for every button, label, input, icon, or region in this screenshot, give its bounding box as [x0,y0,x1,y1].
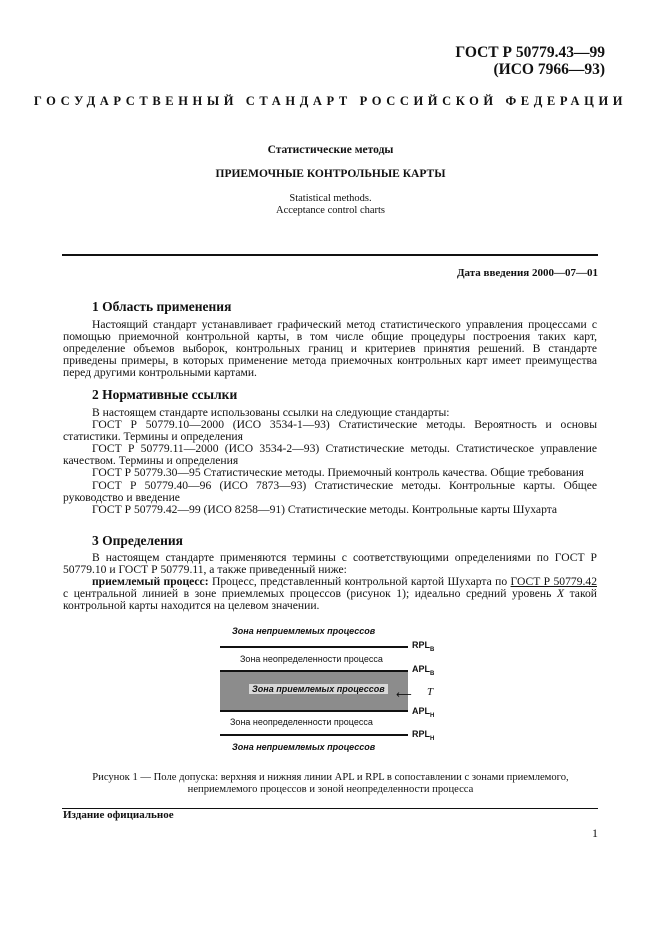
page-number: 1 [592,826,598,840]
zone-acceptable: Зона приемлемых процессов [249,684,388,694]
def-part-b: с центральной линией в зоне приемлемых процессов (рисунок 1); идеально средний уровень [63,587,557,601]
def-ref: ГОСТ Р 50779.42 [510,575,597,589]
rpl-lower-line [220,734,408,736]
rpl-upper-line [220,646,408,648]
figure-1 [0,620,661,765]
section-3-body [63,552,597,612]
apl-lower-line [220,710,408,712]
ref-item: ГОСТ Р 50779.40—96 (ИСО 7873—93) Статистические методы. Контрольные карты. Общее руководство и введение [63,478,597,504]
zone-indifference-lower: Зона неопределенности процесса [230,717,373,727]
zone-unacceptable-upper: Зона неприемлемых процессов [232,626,376,636]
def-part-a: Процесс, представленный контрольной картой Шухарта по [208,575,511,589]
title-divider [62,254,598,256]
section-2-heading: 2 Нормативные ссылки [92,387,238,402]
intro-date: Дата введения 2000—07—01 [456,267,598,279]
x-bar-symbol: $\overline{X}$ [556,587,565,601]
ref-item: ГОСТ Р 50779.10—2000 (ИСО 3534-1—93) Статистические методы. Вероятность и основы статистики. Термины и определения [63,418,597,444]
apl-upper-label: $APL_В$ [412,664,435,677]
def-part-c: такой контрольной карты находится на целевом значении. [63,587,597,613]
ref-item: ГОСТ Р 50779.42—99 (ИСО 8258—91) Статистические методы. Контрольные карты Шухарта [92,502,558,516]
section-3-lead: В настоящем стандарте применяются термины с соответствующими определениями по ГОСТ Р 50779.10 и ГОСТ Р 50779.11, а также приведенный ниже: [63,551,597,577]
edition-note: Издание официальное [63,809,174,821]
iso-number: (ИСО 7966—93) [493,61,605,78]
state-standard-banner: ГОСУДАРСТВЕННЫЙ СТАНДАРТ РОССИЙСКОЙ ФЕДЕРАЦИИ [33,94,628,108]
apl-lower-label: $APL_Н$ [412,706,435,719]
section-2-body [63,407,597,516]
section-3-heading: 3 Определения [92,533,183,548]
section-1-heading: 1 Область применения [92,299,232,314]
section-2-lead: В настоящем стандарте использованы ссылки на следующие стандарты: [92,406,450,419]
term: приемлемый процесс: [92,575,209,589]
arrow-left-icon: ⟵ [396,688,412,701]
zone-unacceptable-lower: Зона неприемлемых процессов [232,742,376,752]
figure-1-caption: Рисунок 1 — Поле допуска: верхняя и нижняя линии APL и RPL в сопоставлении с зонами приемлемого, неприемлемого процессов и зоной неопределенности процесса [92,772,569,795]
target-label: T [427,686,434,698]
title-en-series: Statistical methods. [289,193,372,204]
rpl-lower-label: $RPL_Н$ [412,729,435,742]
standard-number: ГОСТ Р 50779.43—99 [455,44,605,61]
ref-item: ГОСТ Р 50779.30—95 Статистические методы. Приемочный контроль качества. Общие требования [92,466,584,480]
section-1-body [63,319,597,379]
zone-indifference-upper: Зона неопределенности процесса [240,654,383,664]
title-main: ПРИЕМОЧНЫЕ КОНТРОЛЬНЫЕ КАРТЫ [215,168,446,180]
section-1-text: Настоящий стандарт устанавливает графический метод статистического управления процессами с помощью приемочной контрольной карты, в том числе общие процедуры построения таких карт, определение объемов выборок, контрольных границ и критериев принятия решений. В стандарте приведены примеры, в которых применение метода приемочных контрольных карт имеет преимущества перед другими контрольными картами. [63,318,597,380]
title-en-main: Acceptance control charts [275,205,386,216]
title-series: Статистические методы [267,144,394,156]
rpl-upper-label: $RPL_В$ [412,640,435,653]
definition-acceptable-process [63,576,597,612]
ref-item: ГОСТ Р 50779.11—2000 (ИСО 3534-2—93) Статистические методы. Статистическое управление качеством. Термины и определения [63,442,597,468]
